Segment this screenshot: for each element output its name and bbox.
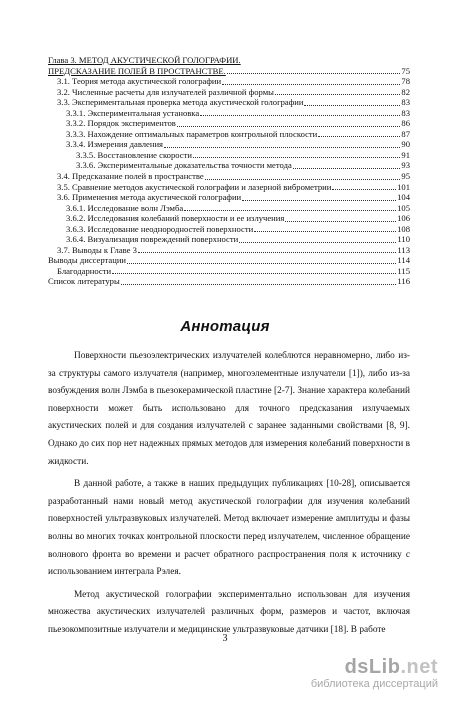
watermark-logo (311, 656, 438, 678)
paragraph: В данной работе, а также в наших предыдущих публикациях [10-28], описывается разработанный нами новый метод акустической голографии для изучения колебаний поверхностей ультразвуковых излучателей. Метод включает измерение амплитуды и фазы волны во многих точках контрольной плоскости перед излучателем, численное обращение волнового фронта во времени и расчет обратного распространения поля к источнику с использованием интеграла Рэлея. (48, 479, 410, 578)
toc-entry-title: Выводы диссертации (48, 255, 127, 266)
toc-leader-dots (318, 136, 400, 137)
toc-entry-page: 90 (401, 139, 410, 150)
toc-leader-dots (285, 221, 396, 222)
annotation-body (48, 348, 410, 640)
toc-entry[interactable] (48, 150, 410, 161)
toc-entry[interactable] (48, 55, 410, 66)
toc-leader-dots (164, 147, 400, 148)
toc-entry[interactable] (48, 87, 410, 98)
toc-entry-page: 78 (401, 76, 410, 87)
toc-entry-title: 3.6.2. Исследования колебаний поверхности и ее излучения (66, 213, 285, 224)
toc-entry-title: 3.2. Численные расчеты для излучателей различной формы (57, 86, 274, 97)
paragraph: Поверхности пьезоэлектрических излучателей колеблются неравномерно, либо из-за структуры самого излучателя (например, многоэлементные излучатели [1]), либо из-за возбуждения волн Лэмба в пьезокерамической пластине [2-7]. Знание характера колебаний поверхности может быть использовано для точного предсказания излучаемых акустических полей и для создания излучателей с заранее заданными свойствами [8, 9]. Однако до сих пор нет надежных прямых методов для измерения колебаний поверхности в жидкости. (48, 351, 410, 467)
toc-entry[interactable] (48, 160, 410, 171)
toc-entry[interactable] (48, 182, 410, 193)
toc-entry[interactable] (48, 245, 410, 256)
toc-entry-title: 3.7. Выводы к Главе 3 (57, 244, 137, 255)
toc-leader-dots (332, 189, 396, 190)
toc-entry-title: ПРЕДСКАЗАНИЕ ПОЛЕЙ В ПРОСТРАНСТВЕ. (48, 65, 226, 76)
paragraph: Метод акустической голографии экспериментально использован для изучения множества акустических излучателей различных форм, размеров и частот, включая пьезокомпозитные излучатели и медицинские ультразвуковые датчики [18]. В работе (48, 589, 410, 635)
toc-leader-dots (222, 84, 400, 85)
toc-leader-dots (112, 273, 396, 274)
toc-leader-dots (254, 231, 396, 232)
toc-leader-dots (138, 252, 397, 253)
toc-entry-page: 83 (401, 107, 410, 118)
dslib-watermark[interactable] (311, 656, 438, 691)
toc-entry-page: 93 (401, 160, 410, 171)
toc-entry[interactable] (48, 203, 410, 214)
toc-leader-dots (184, 210, 396, 211)
toc-entry[interactable] (48, 76, 410, 87)
toc-entry-page: 108 (397, 223, 410, 234)
toc-entry-title: 3.3.2. Порядок экспериментов (66, 118, 176, 129)
toc-entry[interactable] (48, 129, 410, 140)
toc-entry-page: 113 (397, 244, 410, 255)
toc-entry-page: 110 (397, 234, 410, 245)
toc-entry-title: 3.4. Предсказание полей в пространстве (57, 171, 204, 182)
toc-entry[interactable] (48, 266, 410, 277)
toc-entry-page: 86 (401, 118, 410, 129)
toc-leader-dots (275, 94, 400, 95)
toc-entry-title: Глава 3. МЕТОД АКУСТИЧЕСКОЙ ГОЛОГРАФИИ. (48, 55, 241, 65)
toc-entry-title: 3.3. Экспериментальная проверка метода акустической голографии (57, 97, 304, 108)
toc-leader-dots (205, 179, 401, 180)
toc-leader-dots (239, 242, 396, 243)
toc-entry[interactable] (48, 255, 410, 266)
toc-entry[interactable] (48, 108, 410, 119)
toc-entry-page: 83 (401, 97, 410, 108)
toc-leader-dots (127, 263, 396, 264)
toc-entry[interactable] (48, 97, 410, 108)
toc-leader-dots (304, 105, 400, 106)
toc-entry-page: 116 (397, 276, 410, 287)
toc-entry-title: 3.5. Сравнение методов акустической голографии и лазерной виброметрии (57, 181, 332, 192)
toc-entry-title: 3.6.3. Исследование неоднородностей поверхности (66, 223, 254, 234)
toc-entry-title: 3.3.4. Измерения давления (66, 139, 164, 150)
toc-entry[interactable] (48, 234, 410, 245)
page-number: 3 (222, 633, 228, 644)
toc-entry[interactable] (48, 139, 410, 150)
toc-entry-title: 3.3.6. Экспериментальные доказательства точности метода (76, 160, 292, 171)
table-of-contents (48, 55, 410, 287)
toc-entry[interactable] (48, 276, 410, 287)
toc-leader-dots (193, 157, 400, 158)
toc-leader-dots (177, 126, 401, 127)
watermark-logo-main: dsLib (344, 656, 401, 678)
toc-leader-dots (293, 168, 401, 169)
toc-entry[interactable] (48, 118, 410, 129)
toc-entry[interactable] (48, 66, 410, 77)
toc-entry-page: 101 (397, 181, 410, 192)
toc-entry-title: Список литературы (48, 276, 120, 287)
watermark-logo-suffix: .net (400, 656, 438, 678)
toc-entry-title: 3.3.3. Нахождение оптимальных параметров контрольной плоскости (66, 128, 318, 139)
toc-entry-title: 3.1. Теория метода акустической голографии (57, 76, 222, 87)
toc-entry-page: 95 (401, 171, 410, 182)
toc-entry-title: 3.6.1. Исследование волн Лэмба (66, 202, 184, 213)
toc-entry-title: 3.3.1. Экспериментальная установка (66, 107, 200, 118)
toc-entry[interactable] (48, 192, 410, 203)
toc-entry-page: 82 (401, 86, 410, 97)
toc-entry-page: 91 (401, 149, 410, 160)
toc-leader-dots (121, 284, 397, 285)
toc-entry-page: 106 (397, 213, 410, 224)
toc-entry-page: 75 (401, 65, 410, 76)
toc-entry-page: 87 (401, 128, 410, 139)
toc-entry-page: 114 (397, 255, 410, 266)
toc-entry[interactable] (48, 224, 410, 235)
toc-entry-page: 105 (397, 202, 410, 213)
toc-leader-dots (227, 73, 401, 74)
toc-leader-dots (200, 115, 400, 116)
toc-leader-dots (242, 200, 396, 201)
toc-entry[interactable] (48, 213, 410, 224)
annotation-heading: Аннотация (180, 318, 270, 335)
toc-entry-page: 115 (397, 265, 410, 276)
toc-entry-title: Благодарности (57, 265, 112, 276)
toc-entry-page: 104 (397, 192, 410, 203)
toc-entry-title: 3.3.5. Восстановление скорости (76, 149, 192, 160)
toc-entry[interactable] (48, 171, 410, 182)
toc-entry-title: 3.6.4. Визуализация повреждений поверхности (66, 234, 239, 245)
toc-entry-title: 3.6. Применения метода акустической голографии (57, 192, 242, 203)
watermark-subtitle: библиотека диссертаций (310, 678, 438, 690)
